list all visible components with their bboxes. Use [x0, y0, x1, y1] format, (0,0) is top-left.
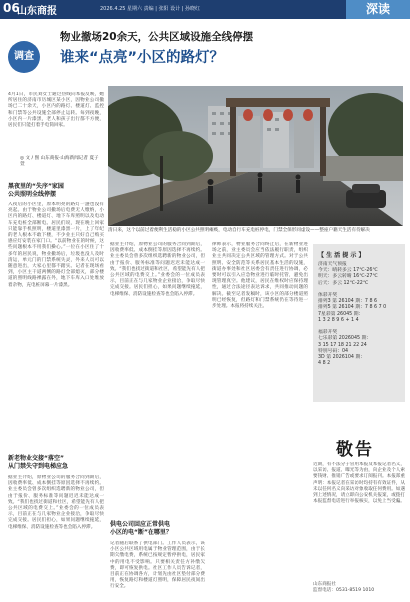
section-heading-3: 供电公司回应正常供电 小区的电“断”在哪里？	[110, 521, 205, 537]
section-body-1: 入夜后的小区里，原本明亮的路灯一盏也没有亮起。由于物业公司撤场后电费无人缴纳，小区内的路灯、楼道灯、地下车库照明以及电动车充电桩全部断电。居民们说，现在晚上回家只能靠手机照明，楼道里漆黑一片，上了年纪的老人根本不敢下楼，不少业主只好自己购买感应灯安装在家门口。“以前物业在的时候，这些问题根本不用我们操心。”一位在小区住了十多年的居民说，物业撤场后，垃圾也没人及时清运，单元门的门禁系统失灵，外来人员可以随意进出，大家心里都不踏实。记者在现场看到，小区主干道两侧的路灯全部熄灭，部分楼道的照明线路裸露在外，地下车库入口处堆放着杂物，充电桩屏幕一片漆黑。	[8, 202, 104, 288]
photo-caption: 清日来，这个以前过着便利生活稳的小区公共照明瘫痪，电动自行车充电桩停电，门禁全保形同虚设——整座户籍天生活有待解决	[108, 228, 370, 233]
notice-signature: 山东商报社 监督电话：0531-8519 1010	[313, 582, 375, 593]
section-title: 山东商报	[17, 6, 57, 17]
headline: 谁来“点亮”小区的路灯？	[60, 50, 225, 66]
life-tips-list	[318, 262, 386, 367]
byline: ◎ 文 / 图 山东商报·山海新闻记者 夏子萱	[20, 156, 99, 167]
life-tips-line: 3 15 17 18 21 22 24	[318, 342, 367, 348]
section-body-3: 记者随后联系了供电部门。工作人员表示，该小区公共区域用电属于物业管理范围，由于长期欠缴电费，系统已按规定暂停供电，居民家中的用电不受影响。只要相关责任方补缴欠费，即可恢复供电。社区工作人员告诉记者，目前正在协调各方，计划先由社区垫付部分费用，恢复路灯和楼道灯照明，保障居民夜间出行安全。	[110, 541, 205, 590]
section-tab[interactable]: 深读	[346, 0, 410, 19]
life-tips-line: 4 8 2	[318, 361, 331, 367]
life-tips-line: 福彩开奖	[318, 330, 338, 336]
life-tips-title: 【 生 活 提 示 】	[318, 252, 365, 259]
life-tips-line: 3D 第 2026104 期：	[318, 355, 366, 361]
life-tips-line: 特别号码：04	[318, 348, 349, 354]
section-heading-2: 新老物业交接“落空” 从门禁失守到电梯应急	[8, 455, 104, 471]
life-tips-line: 七乐彩第 2026045 期：	[318, 336, 372, 342]
investigation-badge: 调查	[8, 41, 40, 73]
life-tips-line: 后天：多云 12℃-22℃	[318, 280, 369, 286]
life-tips-line: 排列5 第 26104 期：7 8 6 7 0	[318, 305, 387, 311]
life-tips-line: 排列3 第 26104 期：7 8 6	[318, 299, 378, 305]
lead-paragraph: 4月1日，市民刘女士通过热线向本报反映，她所居住的济南市历城区某小区，因物业公司撤场已二十余天，小区内的路灯、楼道灯、监控和门禁等公共设施全部停止运转。每到夜晚，小区内一片漆黑，老人和孩子出行都不方便，居民们只能打着手电筒回家。	[8, 92, 104, 129]
life-tips-line: 7星彩第 26045 期：	[318, 311, 364, 317]
life-tips-line: 1 3 2 8 9 6 + 1 4	[318, 317, 359, 323]
page-number: 06	[3, 1, 20, 15]
life-tips-line: 今天：晴转多云 17℃-26℃	[318, 268, 378, 274]
notice-title: 敬告	[336, 440, 374, 460]
life-tips-line: 济南天气预报	[318, 262, 347, 267]
life-tips-line: 体彩开奖	[318, 293, 338, 299]
life-tips-line: 明天：多云转晴 16℃-27℃	[318, 274, 378, 280]
notice-body: 近期，有不法分子冒用本报及本报记者名义，以采访、报道、曝光等为由，向企业及个人索要钱财、推销广告或要求订阅报刊。本报郑重声明：本报记者在采访时均持有有效证件，从未以任何名义向采访对象收取任何费用。如遇到上述情况，请立即向公安机关报案，或拨打本报监督电话进行举报核实，以免上当受骗。	[313, 462, 405, 505]
section-body-4: 律师表示，物业服务合同终止后，在新物业进场之前，业主委员会应当依法履行职责，组织业主共同决定公共区域的管理方式。对于公共照明、安全防范等关系居民基本生活的设施，街道办事处和社区居委会有责任进行协调，必要时可以引入应急物业进行临时托管，避免出现管理真空。他建议，居民在维权时应保持理性，通过合法途径表达诉求，共同推动问题的解决。截至记者发稿时，该小区的部分楼道照明已经恢复，但路灯和门禁系统仍在等待进一步处理。本报将持续关注。	[212, 242, 308, 310]
section-heading-1: 黑夜里的“失序”家园 公共照明全线停摆	[8, 183, 64, 198]
masthead-meta: 2026.4.25 星期六 责编 | 张阳 设计 | 孙晓红	[100, 6, 200, 12]
street-photo	[108, 86, 403, 226]
sub-headline: 物业撤场20余天，公共区域设施全线停摆	[60, 31, 254, 43]
section-body-2: 据业主介绍，原物业公司的服务合同到期后，因收费率低、成本倒挂等原因选择不再续约。业主委员会曾多次组织选聘新的物业公司，但由于报价、服务标准等问题迟迟未能达成一致。“我们也找过街道和社区，希望能先有人把公共区域的电费交上。”业委会的一位成员表示，目前正在与几家物业企业接洽，争取尽快完成交接。居民们担心，如果问题继续拖延，电梯维保、消防设施检查等也会陷入停滞。	[8, 475, 104, 583]
section-body-2-continued: 据业主介绍，原物业公司的服务合同到期后，因收费率低、成本倒挂等原因选择不再续约。业主委员会曾多次组织选聘新的物业公司，但由于报价、服务标准等问题迟迟未能达成一致。“我们也找过街道和社区，希望能先有人把公共区域的电费交上。”业委会的一位成员表示，目前正在与几家物业企业接洽，争取尽快完成交接。居民们担心，如果问题继续拖延，电梯维保、消防设施检查等也会陷入停滞。	[110, 242, 205, 297]
